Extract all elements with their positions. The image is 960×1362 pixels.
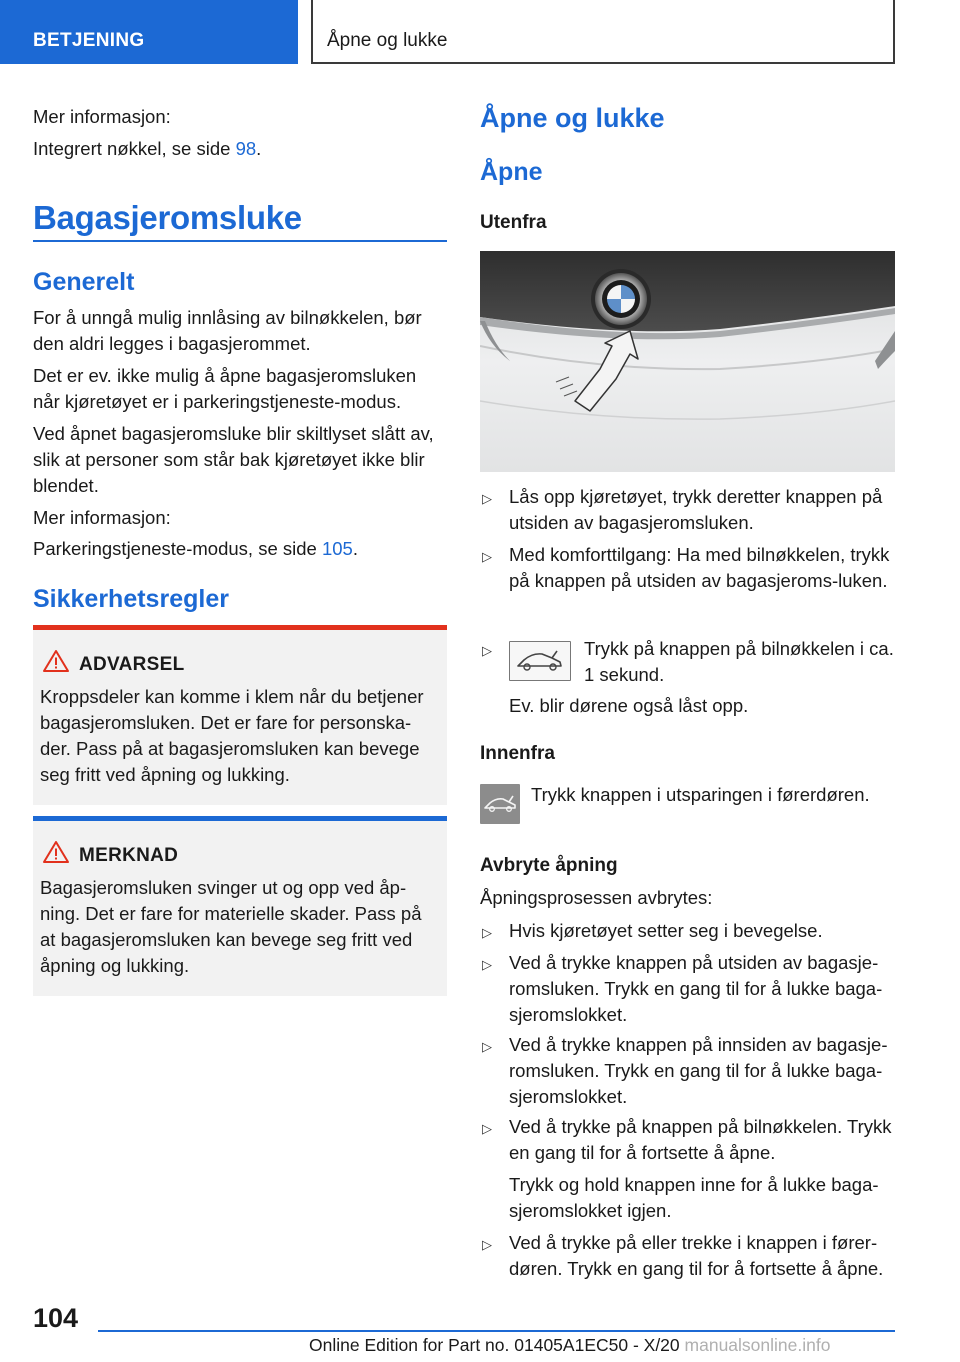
cancel-bullet-2 (480, 950, 896, 1028)
warning-title: ADVARSEL (79, 654, 185, 675)
warning-text: Kroppsdeler kan komme i klem når du betjener bagasjeromsluken. Det er fare for personska-der. Pass på at bagasjeromsluken kan bevege seg fritt ved åpning og lukking. (40, 686, 424, 785)
door-tailgate-button-icon (480, 784, 520, 824)
warning-bar (33, 625, 447, 630)
bullet-triangle-icon: ▷ (482, 1237, 492, 1252)
cancel-intro: Åpningsprosessen avbrytes: (480, 887, 713, 908)
cancel-bullet-1 (480, 918, 896, 944)
general-valet-reference (33, 536, 447, 562)
outside-bullet-1 (480, 484, 896, 536)
cancel-bullet-5 (480, 1230, 896, 1282)
notice-box (33, 816, 447, 996)
cancel-bullet-5-text: Ved å trykke på eller trekke i knappen i fører-døren. Trykk en gang til for å fortsette å åpne. (509, 1232, 884, 1279)
heading-apne: Åpne (480, 158, 543, 186)
bullet-triangle-icon: ▷ (482, 1121, 492, 1136)
notice-bar (33, 816, 447, 821)
heading-generelt: Generelt (33, 268, 135, 296)
intro-more-info: Mer informasjon: (33, 106, 171, 127)
outside-bullet-2 (480, 542, 896, 594)
bullet-triangle-icon: ▷ (482, 925, 492, 940)
key-bullet-note: Ev. blir dørene også låst opp. (509, 695, 749, 716)
cancel-bullet-3 (480, 1032, 896, 1110)
bullet-triangle-icon: ▷ (482, 1039, 492, 1054)
cancel-bullet-4 (480, 1114, 896, 1166)
key-bullet-text: Trykk på knappen på bilnøkkelen i ca. 1 sekund. (584, 638, 894, 685)
header-section-label: BETJENING (0, 0, 298, 64)
cancel-bullet-2-text: Ved å trykke knappen på utsiden av bagasje-romsluken. Trykk en gang til for å lukke baga-sjeromslokket. (509, 952, 883, 1025)
section-title-apne-og-lukke: Åpne og lukke (480, 103, 665, 133)
notice-title: MERKNAD (79, 845, 179, 866)
general-paragraph-1: For å unngå mulig innlåsing av bilnøkkelen, bør den aldri legges i bagasjerommet. (33, 307, 422, 354)
notice-text: Bagasjeromsluken svinger ut og opp ved åp-ning. Det er fare for materielle skader. Pass på at bagasjeromsluken kan bevege seg fritt ved åpning og lukking. (40, 877, 422, 976)
tailgate-button-illustration (480, 251, 895, 472)
footer-watermark: manualsonline.info (684, 1335, 831, 1355)
page-link-105[interactable]: 105 (321, 538, 353, 559)
general-paragraph-2: Det er ev. ikke mulig å åpne bagasjeromsluken når kjøretøyet er i parkeringstjeneste-modus. (33, 365, 417, 412)
general-more-info: Mer informasjon: (33, 507, 171, 528)
bullet-triangle-icon: ▷ (482, 957, 492, 972)
page-number: 104 (33, 1303, 79, 1333)
heading-avbryte-apning: Avbryte åpning (480, 855, 618, 876)
footer-edition (309, 1335, 830, 1356)
car-key-tailgate-icon (509, 641, 571, 681)
footer-rule (98, 1330, 895, 1332)
intro-key-text: Integrert nøkkel, se side (33, 138, 236, 159)
general-valet-text: Parkeringstjeneste-modus, se side (33, 538, 322, 559)
outside-bullet-1-text: Lås opp kjøretøyet, trykk deretter knappen på utsiden av bagasjeromsluken. (509, 486, 883, 533)
outside-bullet-2-text: Med komforttilgang: Ha med bilnøkkelen, trykk på knappen på utsiden av bagasjeroms-luken. (509, 544, 890, 591)
general-paragraph-3: Ved åpnet bagasjeromsluke blir skiltlyset slått av, slik at personer som står bak kjøretøyet ikke blir blendet. (33, 423, 434, 496)
intro-key-reference (33, 136, 447, 162)
cancel-bullet-4-text: Ved å trykke på knappen på bilnøkkelen. Trykk en gang til for å fortsette å åpne. (509, 1116, 892, 1163)
heading-utenfra: Utenfra (480, 212, 547, 233)
section-title-rule (33, 240, 447, 242)
bullet-triangle-icon: ▷ (482, 491, 492, 506)
heading-innenfra: Innenfra (480, 743, 555, 764)
cancel-bullet-1-text: Hvis kjøretøyet setter seg i bevegelse. (509, 920, 823, 941)
header-chapter-title: Åpne og lukke (311, 0, 895, 64)
footer-edition-text: Online Edition for Part no. 01405A1EC50 - X/20 (309, 1335, 680, 1355)
intro-key-end: . (256, 138, 262, 159)
cancel-bullet-3-text: Ved å trykke knappen på innsiden av bagasje-romsluken. Trykk en gang til for å lukke baga-sjeromslokket. (509, 1034, 888, 1107)
page-link-98[interactable]: 98 (235, 138, 257, 159)
section-title-bagasjeromsluke: Bagasjeromsluke (33, 199, 302, 236)
cancel-bullet-4-extra: Trykk og hold knappen inne for å lukke baga-sjeromslokket igjen. (509, 1174, 879, 1221)
general-valet-end: . (352, 538, 358, 559)
heading-sikkerhetsregler: Sikkerhetsregler (33, 585, 229, 613)
inside-text: Trykk knappen i utsparingen i førerdøren. (531, 784, 870, 805)
notice-triangle-icon (42, 840, 70, 864)
bullet-triangle-icon: ▷ (482, 643, 492, 658)
warning-triangle-icon (42, 649, 70, 673)
warning-box (33, 625, 447, 805)
bullet-triangle-icon: ▷ (482, 549, 492, 564)
